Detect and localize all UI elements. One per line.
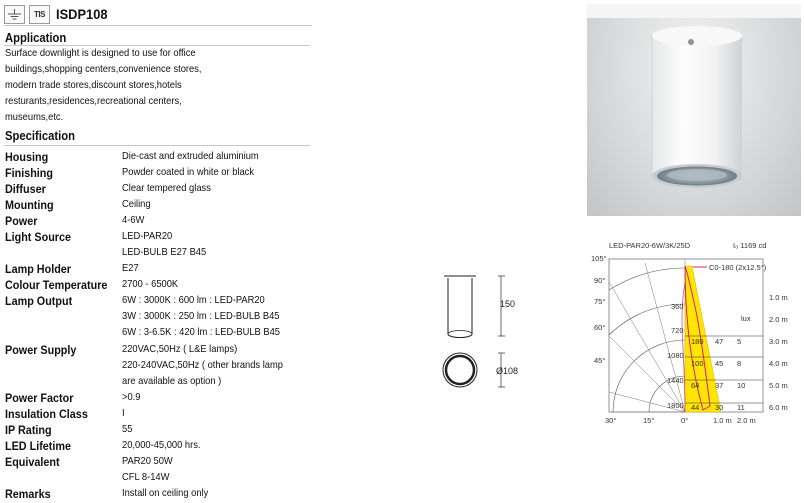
dimension-drawing-lines [430, 268, 530, 398]
model-code: ISDP108 [56, 6, 108, 22]
spec-label: Equivalent [5, 455, 60, 469]
distance-label: 6.0 m [769, 403, 788, 412]
spec-value: 6W : 3000K : 600 lm : LED-PAR20 [122, 295, 265, 306]
spec-value: Clear tempered glass [122, 183, 211, 194]
product-photo [587, 4, 801, 216]
spec-value: Die-cast and extruded aluminium [122, 151, 259, 162]
spec-row-insulation-class [5, 406, 125, 422]
spec-label: Housing [5, 150, 49, 164]
lux-value: 10 [737, 381, 746, 390]
spec-label: Insulation Class [5, 407, 88, 421]
lux-value: 44 [691, 403, 700, 412]
application-line: Surface downlight is designed to use for office [5, 48, 196, 59]
spec-value: PAR20 50W [122, 456, 173, 467]
spec-label: Lamp Holder [5, 262, 72, 276]
spec-value: are available as option ) [122, 376, 222, 387]
lux-value: 11 [737, 403, 745, 412]
spec-value: CFL 8-14W [122, 472, 170, 483]
spec-value: 4-6W [122, 215, 145, 226]
diameter-dimension: Ø108 [496, 366, 519, 376]
spec-row-colour-temperature [5, 277, 184, 293]
lamp-label: LED-PAR20-6W/3K/25D [609, 241, 691, 250]
lux-value: 8 [737, 359, 742, 368]
application-heading: Application [5, 31, 67, 45]
curve-legend: C0-180 (2x12.5°) [709, 263, 767, 272]
candela-label: 1800 [667, 401, 684, 410]
spec-value: Ceiling [122, 199, 151, 210]
spec-row-power [5, 213, 147, 229]
angle-label: 105° [591, 254, 607, 263]
spec-value: 3W : 3000K : 250 lm : LED-BULB B45 [122, 311, 280, 322]
lux-value: 37 [715, 381, 724, 390]
spec-label: Light Source [5, 230, 72, 244]
angle-label: 75° [594, 297, 606, 306]
bottom-distance-label: 1.0 m [713, 416, 732, 425]
spec-value: 6W : 3-6.5K : 420 lm : LED-BULB B45 [122, 327, 281, 338]
distance-label: 1.0 m [769, 293, 788, 302]
angle-label: 90° [594, 276, 606, 285]
tis-mark: TIS [34, 9, 45, 19]
spec-value: Powder coated in white or black [122, 167, 255, 178]
spec-value: 220-240VAC,50Hz ( other brands lamp [122, 360, 283, 371]
lux-value: 64 [691, 381, 700, 390]
candela-label: 360 [671, 302, 684, 311]
spec-label: Lamp Output [5, 294, 73, 308]
peak-intensity: I₀ 1169 cd [733, 241, 767, 250]
angle-label: 30° [605, 416, 617, 425]
distance-label: 5.0 m [769, 381, 788, 390]
spec-row-power-factor [5, 390, 143, 406]
spec-value: 20,000-45,000 hrs. [122, 440, 201, 451]
spec-value: LED-BULB E27 B45 [122, 247, 207, 258]
lux-value: 5 [737, 337, 742, 346]
lux-value: 100 [691, 359, 704, 368]
tis-certification-icon [29, 5, 50, 24]
spec-value: 220VAC,50Hz ( L&E lamps) [122, 344, 238, 355]
application-line: buildings,shopping centers,convenience stores, [5, 64, 202, 76]
spec-row-diffuser [5, 181, 221, 197]
spec-label: Diffuser [5, 182, 46, 196]
spec-label: Power Supply [5, 343, 77, 357]
spec-value: 55 [122, 424, 133, 435]
spec-row-power-supply [5, 342, 301, 390]
header-divider [4, 25, 312, 26]
spec-label: IP Rating [5, 423, 52, 437]
spec-label: Finishing [5, 166, 53, 180]
specification-heading: Specification [5, 129, 76, 143]
angle-label: 45° [594, 356, 606, 365]
lux-value: 45 [715, 359, 724, 368]
application-text [5, 46, 275, 126]
specification-divider [4, 145, 310, 146]
spec-value: LED-PAR20 [122, 231, 173, 242]
candela-label: 720 [671, 326, 684, 335]
spec-label: Remarks [5, 487, 51, 501]
application-line: resturants,residences,recreational centers, [5, 96, 182, 108]
candela-label: 1080 [667, 351, 684, 360]
spec-row-lamp-output [5, 293, 298, 341]
candela-label: 1440 [667, 376, 684, 385]
spec-label: Mounting [5, 198, 54, 212]
distance-label: 4.0 m [769, 359, 788, 368]
photometric-diagram [585, 238, 803, 428]
earth-ground-icon [4, 5, 25, 24]
spec-row-mounting [5, 197, 154, 213]
spec-row-light-source [5, 229, 216, 261]
spec-value: I [122, 408, 125, 419]
lux-value: 47 [715, 337, 724, 346]
product-header [4, 3, 112, 25]
spec-row-remarks [5, 486, 218, 502]
height-dimension: 150 [500, 299, 516, 309]
spec-value: >0.9 [122, 392, 141, 403]
spec-row-lamp-holder [5, 261, 141, 277]
spec-row-ip-rating [5, 422, 134, 438]
angle-label: 15° [643, 416, 655, 425]
spec-value: E27 [122, 263, 139, 274]
angle-label: 0° [681, 416, 689, 425]
spec-label: Colour Temperature [5, 278, 108, 292]
distance-label: 2.0 m [769, 315, 788, 324]
application-line: modern trade stores,discount stores,hotels [5, 80, 182, 92]
spec-label: Power [5, 214, 38, 228]
dimension-drawing [430, 268, 530, 398]
lux-value: 30 [715, 403, 724, 412]
application-line: museums,etc. [5, 112, 64, 124]
lux-header: lux [741, 314, 751, 323]
angle-label: 60° [594, 323, 606, 332]
bottom-distance-label: 2.0 m [737, 416, 756, 425]
spec-value: 2700 - 6500K [122, 279, 179, 290]
spec-label: Power Factor [5, 391, 74, 405]
spec-label: LED Lifetime [5, 439, 72, 453]
spec-row-led-lifetime [5, 438, 209, 454]
lux-value: 180 [691, 337, 704, 346]
spec-row-equivalent [5, 454, 178, 486]
photometric-curves [585, 238, 803, 428]
distance-label: 3.0 m [769, 337, 788, 346]
spec-row-finishing [5, 165, 269, 181]
spec-value: Install on ceiling only [122, 488, 209, 499]
spec-row-housing [5, 149, 274, 165]
